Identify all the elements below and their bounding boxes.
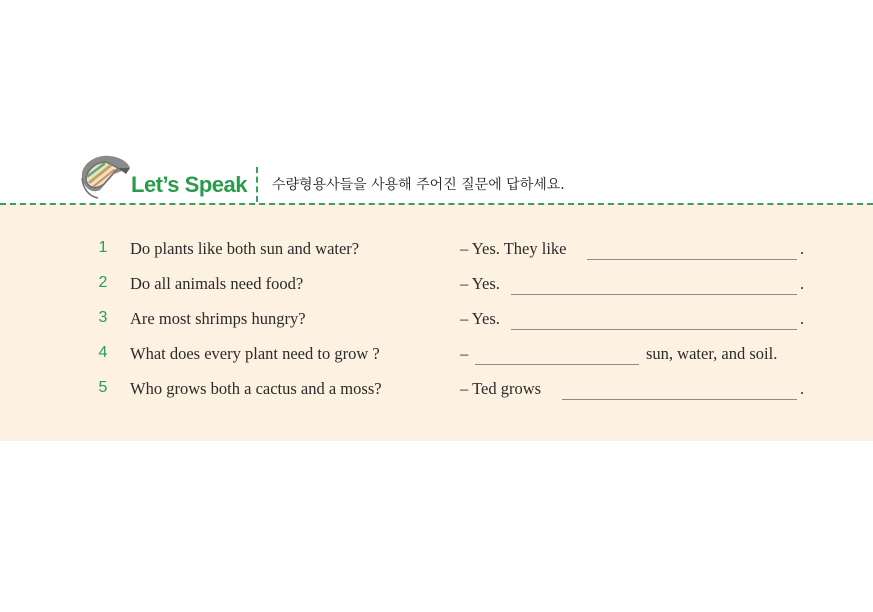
- item-number: 5: [98, 379, 108, 396]
- answer-suffix: sun, water, and soil.: [646, 344, 778, 363]
- answer-prefix: – Yes.: [460, 274, 500, 293]
- section-header: [0, 148, 873, 204]
- list-item: [0, 237, 873, 263]
- list-item: [0, 342, 873, 368]
- answer-blank[interactable]: [562, 399, 797, 400]
- list-item: [0, 307, 873, 333]
- item-number: 3: [98, 309, 108, 326]
- section-title: Let’s Speak: [131, 172, 247, 197]
- answer-suffix: .: [800, 309, 805, 328]
- exercise-panel: [0, 203, 873, 441]
- answer-suffix: .: [800, 274, 805, 293]
- answer-blank[interactable]: [475, 364, 639, 365]
- title-divider: [256, 167, 258, 202]
- answer-blank[interactable]: [511, 294, 797, 295]
- item-number: 4: [98, 344, 108, 361]
- question-text: What does every plant need to grow ?: [130, 344, 380, 363]
- pencil-icon: [74, 150, 134, 204]
- item-number: 2: [98, 274, 108, 291]
- list-item: [0, 377, 873, 403]
- answer-prefix: – Ted grows: [460, 379, 542, 398]
- instruction-text: 수량형용사들을 사용해 주어진 질문에 답하세요.: [272, 177, 565, 193]
- question-text: Are most shrimps hungry?: [130, 309, 306, 328]
- answer-blank[interactable]: [587, 259, 797, 260]
- answer-blank[interactable]: [511, 329, 797, 330]
- answer-prefix: – Yes.: [460, 309, 500, 328]
- question-text: Do plants like both sun and water?: [130, 239, 360, 258]
- item-number: 1: [98, 239, 108, 256]
- question-text: Who grows both a cactus and a moss?: [130, 379, 382, 398]
- answer-suffix: .: [800, 379, 805, 398]
- question-text: Do all animals need food?: [130, 274, 304, 293]
- answer-suffix: .: [800, 239, 805, 258]
- list-item: [0, 272, 873, 298]
- answer-prefix: –: [460, 344, 469, 363]
- answer-prefix: – Yes. They like: [460, 239, 567, 258]
